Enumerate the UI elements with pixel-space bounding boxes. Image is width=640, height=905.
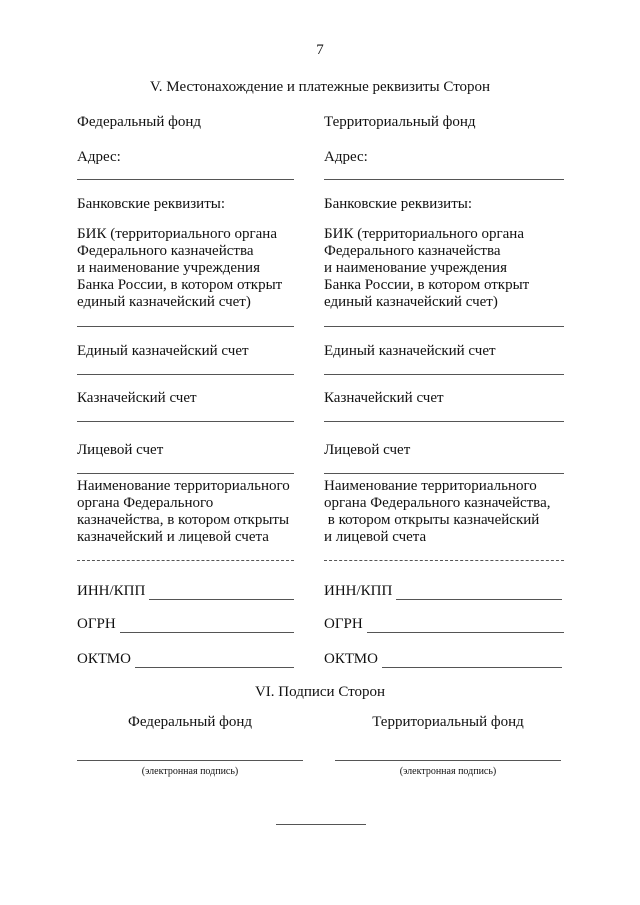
right-signature-line[interactable] — [335, 760, 561, 761]
left-inn-kpp-label: ИНН/КПП — [77, 583, 146, 599]
left-signature-party: Федеральный фонд — [128, 714, 252, 730]
left-treasury-account-line[interactable] — [77, 421, 294, 422]
left-bik-line-5: единый казначейский счет) — [77, 294, 251, 310]
left-address-label: Адрес: — [77, 149, 121, 165]
left-party-name: Федеральный фонд — [77, 114, 201, 130]
right-inn-kpp-label: ИНН/КПП — [324, 583, 393, 599]
end-divider — [276, 824, 366, 825]
right-treasury-body-line-3: в котором открыты казначейский — [324, 512, 540, 528]
right-bik-line-1: БИК (территориального органа — [324, 226, 524, 242]
right-treasury-body-line-1: Наименование территориального — [324, 478, 537, 494]
right-ogrn-line[interactable] — [367, 619, 564, 633]
left-personal-account-label: Лицевой счет — [77, 442, 164, 458]
left-treasury-body-line-1: Наименование территориального — [77, 478, 290, 494]
right-bik-line-3: и наименование учреждения — [324, 260, 507, 276]
right-treasury-body-line-4: и лицевой счета — [324, 529, 427, 545]
right-ogrn-label: ОГРН — [324, 616, 363, 632]
right-bik-line-2: Федерального казначейства — [324, 243, 501, 259]
right-bik-line[interactable] — [324, 326, 564, 327]
left-ogrn-label: ОГРН — [77, 616, 116, 632]
left-bik-label — [77, 226, 307, 311]
right-personal-account-label: Лицевой счет — [324, 442, 411, 458]
left-ogrn-line[interactable] — [120, 619, 294, 633]
left-treasury-body-line-4: казначейский и лицевой счета — [77, 529, 269, 545]
left-bik-line[interactable] — [77, 326, 294, 327]
left-signature-caption: (электронная подпись) — [141, 766, 239, 777]
right-treasury-account-line[interactable] — [324, 421, 564, 422]
left-bik-line-2: Федерального казначейства — [77, 243, 254, 259]
right-treasury-body-line[interactable] — [324, 560, 564, 561]
left-treasury-body-line-3: казначейства, в котором открыты — [77, 512, 290, 528]
right-single-account-label: Единый казначейский счет — [324, 343, 496, 359]
right-treasury-account-label: Казначейский счет — [324, 390, 444, 406]
left-bik-line-3: и наименование учреждения — [77, 260, 260, 276]
right-bank-details-label: Банковские реквизиты: — [324, 196, 473, 212]
left-treasury-body-line-2: органа Федерального — [77, 495, 214, 511]
left-oktmo-line[interactable] — [135, 654, 294, 668]
right-address-line[interactable] — [324, 179, 564, 180]
left-treasury-body-line[interactable] — [77, 560, 294, 561]
left-address-line[interactable] — [77, 179, 294, 180]
page-number: 7 — [316, 42, 324, 58]
right-bik-line-4: Банка России, в котором открыт — [324, 277, 530, 293]
left-bik-line-4: Банка России, в котором открыт — [77, 277, 283, 293]
section-6-title: VI. Подписи Сторон — [254, 684, 386, 700]
left-single-account-line[interactable] — [77, 374, 294, 375]
right-treasury-body-line-2: органа Федерального казначейства, — [324, 495, 551, 511]
right-party-name: Территориальный фонд — [324, 114, 476, 130]
left-oktmo-label: ОКТМО — [77, 651, 131, 667]
right-ogrn-field[interactable] — [324, 616, 564, 633]
right-signature-party: Территориальный фонд — [372, 714, 524, 730]
left-bik-line-1: БИК (территориального органа — [77, 226, 277, 242]
right-oktmo-field[interactable] — [324, 651, 562, 668]
right-address-label: Адрес: — [324, 149, 368, 165]
section-5-title: V. Местонахождение и платежные реквизиты Сторон — [149, 79, 491, 95]
right-oktmo-label: ОКТМО — [324, 651, 378, 667]
left-personal-account-line[interactable] — [77, 473, 294, 474]
right-bik-label — [324, 226, 554, 311]
left-single-account-label: Единый казначейский счет — [77, 343, 249, 359]
left-inn-kpp-line[interactable] — [149, 586, 294, 600]
left-bank-details-label: Банковские реквизиты: — [77, 196, 226, 212]
right-inn-kpp-line[interactable] — [396, 586, 562, 600]
right-single-account-line[interactable] — [324, 374, 564, 375]
right-bik-line-5: единый казначейский счет) — [324, 294, 498, 310]
left-treasury-account-label: Казначейский счет — [77, 390, 197, 406]
right-oktmo-line[interactable] — [382, 654, 562, 668]
right-treasury-body-label — [324, 478, 564, 546]
left-ogrn-field[interactable] — [77, 616, 294, 633]
right-inn-kpp-field[interactable] — [324, 583, 562, 600]
left-inn-kpp-field[interactable] — [77, 583, 294, 600]
right-personal-account-line[interactable] — [324, 473, 564, 474]
right-signature-caption: (электронная подпись) — [399, 766, 497, 777]
left-oktmo-field[interactable] — [77, 651, 294, 668]
left-treasury-body-label — [77, 478, 307, 546]
left-signature-line[interactable] — [77, 760, 303, 761]
